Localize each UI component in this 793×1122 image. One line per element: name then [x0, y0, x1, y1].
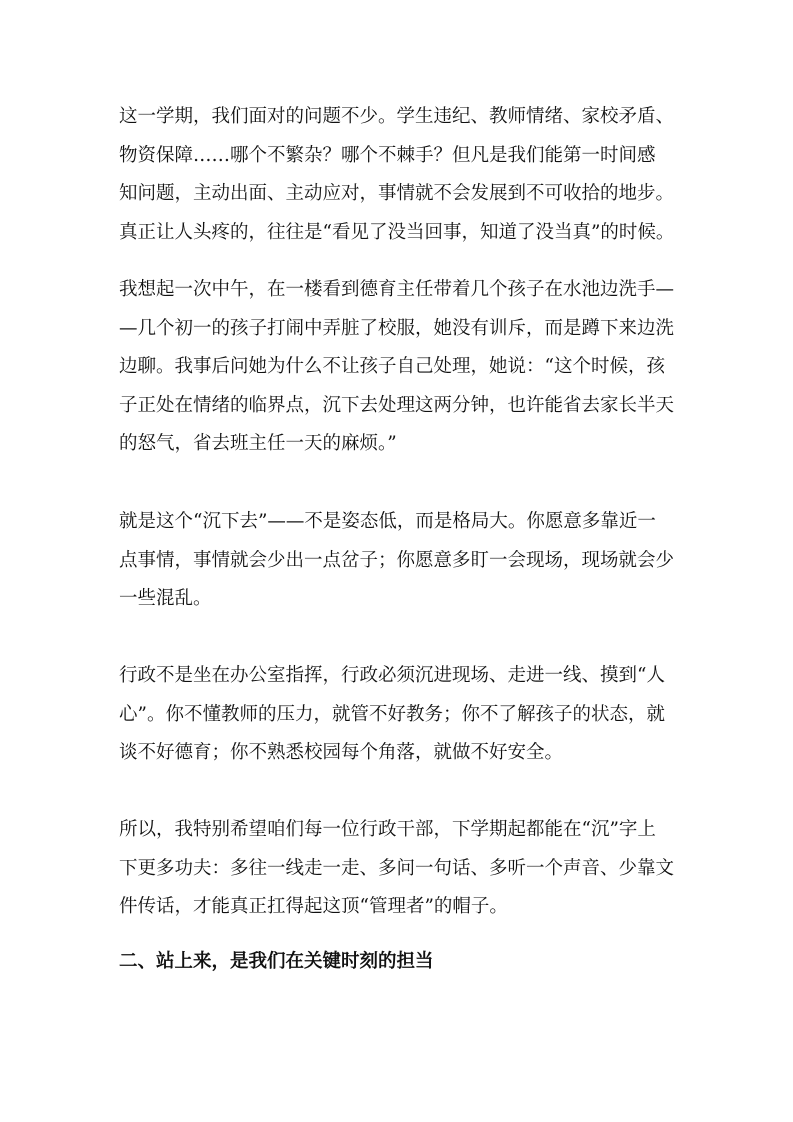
text-line: 知问题，主动出面、主动应对，事情就不会发展到不可收拾的地步。: [119, 183, 675, 204]
paragraph-expectation: [119, 811, 681, 927]
text-line: 点事情，事情就会少出一点岔子；你愿意多盯一会现场，现场就会少: [119, 549, 675, 571]
paragraph-story: [119, 271, 681, 464]
paragraph-sink-down: [119, 503, 681, 619]
text-line: 谈不好德育；你不熟悉校园每个角落，就做不好安全。: [119, 742, 564, 763]
text-line: —几个初一的孩子打闹中弄脏了校服，她没有训斥，而是蹲下来边洗: [119, 317, 675, 339]
text-line: 就是这个“沉下去”——不是姿态低，而是格局大。你愿意多靠近一: [119, 511, 656, 532]
text-line: 行政不是坐在办公室指挥，行政必须沉进现场、走进一线、摸到“人: [119, 665, 665, 686]
text-line: 所以，我特别希望咱们每一位行政干部，下学期起都能在“沉”字上: [119, 819, 656, 840]
text-line: 真正让人头疼的，往往是“看见了没当回事，知道了没当真”的时候。: [119, 221, 675, 243]
text-line: 子正处在情绪的临界点，沉下去处理这两分钟，也许能省去家长半天: [119, 394, 675, 416]
text-line: 一些混乱。: [119, 588, 212, 609]
text-line: 心”。你不懂教师的压力，就管不好教务；你不了解孩子的状态，就: [119, 703, 665, 725]
paragraph-problems: [119, 98, 681, 252]
text-line: 边聊。我事后问她为什么不让孩子自己处理，她说：“这个时候，孩: [119, 356, 665, 377]
text-line: 我想起一次中午，在一楼看到德育主任带着几个孩子在水池边洗手—: [119, 279, 675, 300]
text-line: 的怒气，省去班主任一天的麻烦。”: [119, 433, 397, 454]
text-line: 这一学期，我们面对的问题不少。学生违纪、教师情绪、家校矛盾、: [119, 106, 675, 127]
paragraph-administration: [119, 657, 681, 773]
section-heading: 二、站上来，是我们在关键时刻的担当: [119, 951, 434, 972]
text-line: 下更多功夫：多往一线走一走、多问一句话、多听一个声音、少靠文: [119, 857, 675, 879]
text-line: 件传话，才能真正扛得起这顶“管理者”的帽子。: [119, 896, 508, 917]
text-line: 物资保障……哪个不繁杂？哪个不棘手？但凡是我们能第一时间感: [119, 144, 656, 166]
